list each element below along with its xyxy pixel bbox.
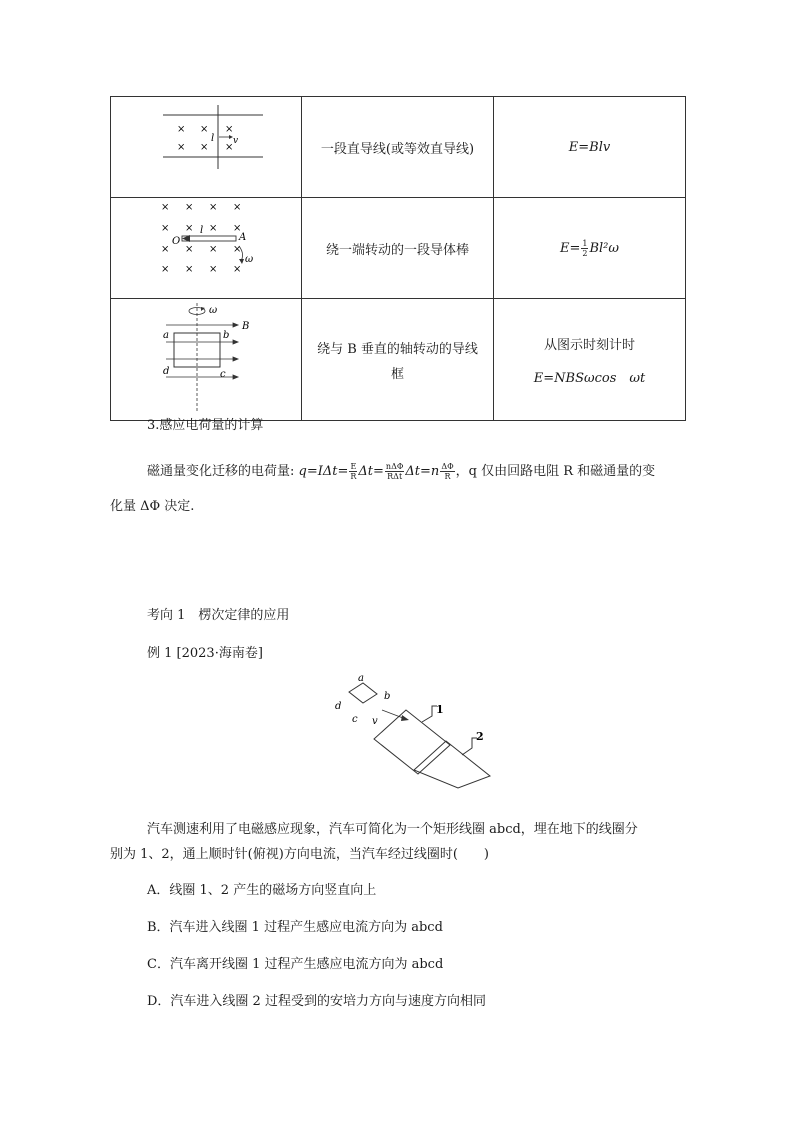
velocity-label: v [372, 716, 378, 727]
fraction-e-over-r: $\frac{E}{R}$ [350, 462, 357, 481]
coil1-label: 1 [436, 703, 444, 716]
question-line2: 别为 1、2，通上顺时针(俯视)方向电流，当汽车经过线圈时( ) [110, 847, 489, 862]
formula-line2: E=NBSωcos ωt [533, 370, 646, 386]
option-d[interactable]: D．汽车进入线圈 2 过程受到的安培力方向与速度方向相同 [147, 994, 486, 1009]
cross-mark: × [200, 124, 209, 135]
formula-prefix: E= [559, 240, 581, 256]
cross-mark: × [185, 264, 194, 275]
desc-cell [302, 198, 494, 299]
row-description-line2: 框 [390, 366, 404, 382]
cross-mark: × [209, 264, 218, 275]
end-label: A [239, 232, 247, 243]
option-a[interactable]: A．线圈 1、2 产生的磁场方向竖直向上 [147, 883, 377, 898]
cross-mark: × [233, 202, 242, 213]
corner-a: a [358, 673, 364, 684]
formula-suffix: Bl²ω [589, 240, 619, 256]
desc-cell [302, 97, 494, 198]
paragraph-start: 磁通量变化迁移的电荷量: [147, 464, 299, 479]
table-row [111, 198, 686, 299]
formula-cell [494, 97, 686, 198]
omega-label: ω [209, 305, 218, 316]
corner-b: b [384, 691, 391, 702]
emf-formula-table [110, 96, 686, 421]
fraction-ndphi-over-rdt: $\frac{\text{nΔΦ}}{\text{RΔt}}$ [385, 462, 404, 481]
question-line1: 汽车测速利用了电磁感应现象，汽车可简化为一个矩形线圈 abcd，埋在地下的线圈分 [147, 822, 638, 837]
formula-text: E=Blv [568, 139, 611, 155]
option-b[interactable]: B．汽车进入线圈 1 过程产生感应电流方向为 abcd [147, 920, 443, 935]
table-row [111, 299, 686, 421]
corner-c: c [220, 369, 226, 380]
coil2-label: 2 [476, 730, 484, 743]
straight-wire-figure [111, 97, 302, 193]
formula-line1: 从图示时刻计时 [543, 337, 635, 353]
cross-mark: × [233, 244, 242, 255]
cross-mark: × [209, 223, 218, 234]
cross-mark: × [233, 223, 242, 234]
corner-d: d [163, 366, 170, 377]
cross-mark: × [185, 202, 194, 213]
option-c[interactable]: C．汽车离开线圈 1 过程产生感应电流方向为 abcd [147, 957, 444, 972]
figure-rotating-coil-cell [111, 299, 302, 421]
length-label: l [211, 133, 215, 144]
example-label: 例 1 [2023·海南卷] [147, 646, 263, 661]
row-description: 一段直导线(或等效直导线) [320, 141, 475, 157]
half-fraction: $\frac{1}{2}$ [582, 238, 588, 258]
charge-paragraph-line2: 化量 ΔΦ 决定. [110, 499, 195, 514]
fraction-dphi-over-r: $\frac{\Delta\Phi}{R}$ [441, 462, 454, 481]
cross-mark: × [161, 264, 170, 275]
table-row [111, 97, 686, 198]
desc-cell [302, 299, 494, 421]
corner-b: b [223, 330, 230, 341]
field-label: B [242, 321, 250, 332]
kaoxiang-heading: 考向 1 楞次定律的应用 [147, 608, 290, 623]
rotating-coil-figure [111, 299, 302, 416]
cross-mark: × [233, 264, 242, 275]
charge-formula-line: 磁通量变化迁移的电荷量: q=IΔt= $\frac{E}{R}$ Δt= $\frac{\text{nΔΦ}}{\text{RΔt}}$ Δt=n $\frac{\Delta\Phi}{R}$ ，q 仅由回路电阻 R 和磁通量的变 [147, 462, 656, 481]
cross-mark: × [225, 142, 234, 153]
rotating-rod-figure [111, 198, 302, 294]
cross-mark: × [161, 223, 170, 234]
figure-rotating-rod-cell [111, 198, 302, 299]
cross-mark: × [209, 244, 218, 255]
cross-mark: × [161, 244, 170, 255]
length-label: l [200, 225, 204, 236]
cross-mark: × [185, 223, 194, 234]
cross-mark: × [177, 124, 186, 135]
section3-heading: 3.感应电荷量的计算 [147, 418, 264, 433]
car-coil-figure [330, 670, 500, 792]
row-description-line1: 绕与 B 垂直的轴转动的导线 [317, 341, 478, 357]
formula-cell [494, 198, 686, 299]
figure-straight-wire-cell [111, 97, 302, 198]
cross-mark: × [177, 142, 186, 153]
row-description: 绕一端转动的一段导体棒 [325, 242, 469, 258]
velocity-label: v [233, 136, 239, 146]
omega-label: ω [245, 254, 254, 265]
cross-mark: × [185, 244, 194, 255]
cross-mark: × [161, 202, 170, 213]
cross-mark: × [209, 202, 218, 213]
corner-c: c [352, 714, 358, 725]
corner-d: d [335, 701, 342, 712]
pivot-label: O [172, 236, 181, 247]
cross-mark: × [200, 142, 209, 153]
corner-a: a [163, 330, 169, 341]
cross-mark: × [225, 124, 234, 135]
formula-cell [494, 299, 686, 421]
